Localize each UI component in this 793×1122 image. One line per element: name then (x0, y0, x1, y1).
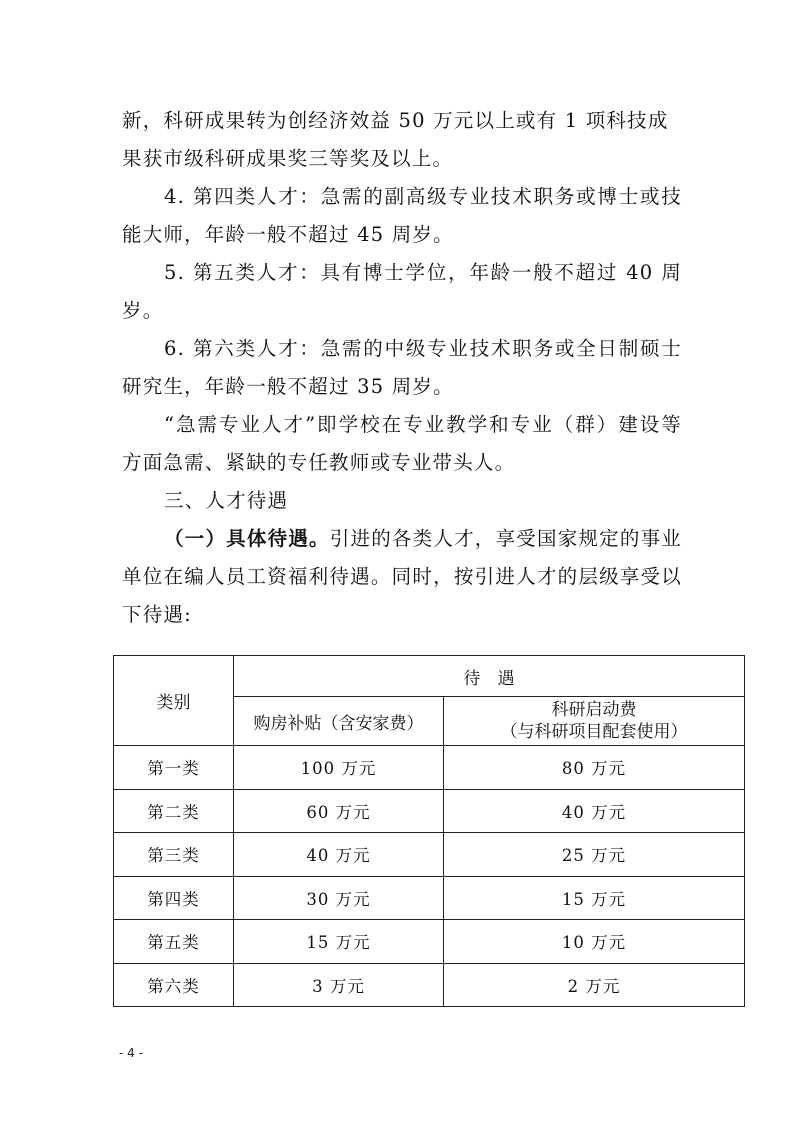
paragraph-category-six: 6. 第六类人才：急需的中级专业技术职务或全日制硕士研究生，年龄一般不超过 35 周岁。 (122, 337, 682, 398)
cell-category: 第四类 (114, 876, 234, 920)
cell-category: 第一类 (114, 746, 234, 790)
cell-housing: 30 万元 (234, 876, 444, 920)
paragraph-category-four: 4. 第四类人才：急需的副高级专业技术职务或博士或技能大师，年龄一般不超过 45 周岁。 (122, 185, 682, 246)
table-row (114, 789, 745, 833)
cell-category: 第二类 (114, 789, 234, 833)
cell-category: 第三类 (114, 833, 234, 877)
cell-housing: 3 万元 (234, 963, 444, 1007)
paragraph-specific-benefits (122, 520, 682, 634)
cell-housing: 40 万元 (234, 833, 444, 877)
table-row (114, 833, 745, 877)
paragraph-body: 引进的各类人才，享受国家规定的事业单位在编人员工资福利待遇。同时，按引进人才的层级享受以下待遇: (122, 527, 682, 626)
header-category: 类别 (114, 656, 234, 746)
cell-research: 80 万元 (444, 746, 745, 790)
paragraph-continuation (122, 102, 682, 178)
paragraph-urgent-definition: “急需专业人才”即学校在专业教学和专业（群）建设等方面急需、紧缺的专任教师或专业带头人。 (122, 413, 682, 474)
table-row (114, 920, 745, 964)
cell-housing: 15 万元 (234, 920, 444, 964)
paragraph-line: 新，科研成果转为创经济效益 50 万元以上或有 1 项科技成 (122, 109, 669, 132)
header-research-line2: （与科研项目配套使用） (500, 722, 688, 742)
section-heading: 三、人才待遇 (164, 489, 289, 512)
cell-category: 第五类 (114, 920, 234, 964)
cell-category: 第六类 (114, 963, 234, 1007)
header-research-line1: 科研启动费 (551, 700, 637, 720)
benefits-table (113, 655, 745, 1007)
table-row (114, 876, 745, 920)
bold-lead: （一）具体待遇。 (164, 527, 330, 550)
cell-research: 2 万元 (444, 963, 745, 1007)
cell-research: 10 万元 (444, 920, 745, 964)
table-header-row (114, 656, 745, 697)
header-research-fund (444, 697, 745, 746)
paragraph-category-five: 5. 第五类人才：具有博士学位，年龄一般不超过 40 周岁。 (122, 261, 682, 322)
table-row (114, 746, 745, 790)
header-housing-subsidy: 购房补贴（含安家费） (234, 697, 444, 746)
page-number: - 4 - (119, 1046, 143, 1060)
cell-housing: 60 万元 (234, 789, 444, 833)
header-benefits: 待 遇 (234, 656, 745, 697)
table-row (114, 963, 745, 1007)
cell-research: 40 万元 (444, 789, 745, 833)
paragraph-line: 果获市级科研成果奖三等奖及以上。 (122, 147, 454, 170)
cell-research: 25 万元 (444, 833, 745, 877)
cell-research: 15 万元 (444, 876, 745, 920)
cell-housing: 100 万元 (234, 746, 444, 790)
